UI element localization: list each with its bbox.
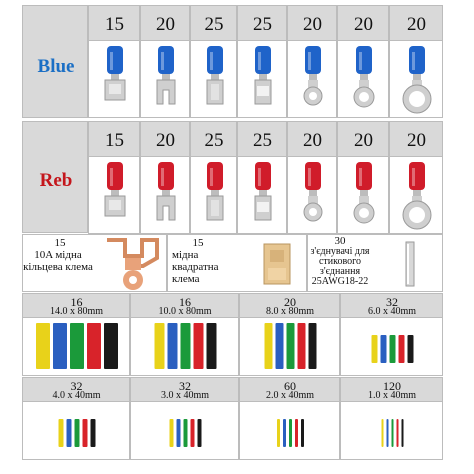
blue-count-header — [140, 5, 190, 41]
tubes_top-cell-1 — [130, 293, 239, 376]
red-terminal-image-3 — [243, 160, 283, 232]
red-count-header — [190, 121, 237, 157]
tubes_top-size-2: 8.0 x 80mm — [265, 306, 315, 317]
tubes_top-size-0: 14.0 x 80mm — [49, 306, 104, 317]
tubes_top-header-2 — [239, 293, 340, 318]
red-count-0: 15 — [105, 130, 124, 151]
tubes_top-count-1: 16 — [179, 295, 191, 309]
red-terminal-cell-2 — [190, 121, 237, 234]
tubes_bottom-count-3: 120 — [383, 379, 401, 393]
red-terminal-image-5 — [344, 160, 384, 232]
blue-row-label: Blue — [37, 56, 75, 77]
blue-terminal-image-3 — [243, 44, 283, 116]
tubes_bottom-cell-0 — [22, 377, 130, 460]
tubes_bottom-size-2: 2.0 x 40mm — [265, 390, 315, 401]
tubes_bottom-header-0 — [22, 377, 130, 402]
blue-count-header — [88, 5, 140, 41]
tubes_bottom-header-2 — [239, 377, 340, 402]
blue-terminal-cell-5 — [337, 5, 389, 118]
square-terminal-image — [246, 236, 306, 292]
red-count-1: 20 — [156, 130, 175, 151]
red-count-header — [140, 121, 190, 157]
blue-count-header — [237, 5, 287, 41]
tubes_bottom-count-1: 32 — [179, 379, 191, 393]
red-count-3: 25 — [253, 130, 272, 151]
copper-ring-terminal-image — [97, 236, 167, 292]
butt-connector-count: 30 — [334, 235, 346, 247]
blue-terminal-cell-3 — [237, 5, 287, 118]
tubes_top-header-0 — [22, 293, 130, 318]
butt-connector-cell — [307, 234, 443, 292]
tubes_bottom-tubes-image-0 — [23, 403, 130, 459]
tubes_bottom-header-3 — [340, 377, 443, 402]
blue-terminal-image-1 — [146, 44, 186, 116]
tubes_top-cell-2 — [239, 293, 340, 376]
red-count-6: 20 — [407, 130, 426, 151]
red-count-5: 20 — [354, 130, 373, 151]
blue-terminal-image-6 — [397, 44, 437, 116]
tubes_top-cell-3 — [340, 293, 443, 376]
red-count-2: 25 — [204, 130, 224, 151]
tubes_top-tubes-image-3 — [341, 319, 443, 375]
blue-count-2: 25 — [204, 14, 224, 35]
blue-count-6: 20 — [407, 14, 426, 35]
red-count-header — [88, 121, 140, 157]
tubes_top-count-0: 16 — [70, 295, 83, 309]
blue-count-3: 25 — [253, 14, 272, 35]
tubes_top-tubes-image-2 — [240, 319, 340, 375]
tubes_bottom-cell-1 — [130, 377, 239, 460]
blue-terminal-cell-4 — [287, 5, 337, 118]
tubes_top-tubes-image-1 — [131, 319, 239, 375]
red-count-4: 20 — [303, 130, 322, 151]
blue-count-0: 15 — [105, 14, 124, 35]
red-terminal-image-6 — [397, 160, 437, 232]
square-terminal-cell — [167, 234, 307, 292]
blue-count-4: 20 — [303, 14, 322, 35]
blue-terminal-cell-0 — [88, 5, 140, 118]
red-terminal-cell-6 — [389, 121, 443, 234]
tubes_bottom-cell-3 — [340, 377, 443, 460]
tubes_bottom-size-0: 4.0 x 40mm — [52, 390, 101, 401]
tubes_bottom-tubes-image-2 — [240, 403, 340, 459]
square-terminal-desc: мідна квадратна клема — [172, 249, 219, 285]
tubes_bottom-count-0: 32 — [70, 379, 83, 393]
red-terminal-cell-0 — [88, 121, 140, 234]
tubes_top-header-1 — [130, 293, 239, 318]
tubes_bottom-tubes-image-3 — [341, 403, 443, 459]
red-row-label: Reb — [39, 170, 73, 191]
tubes_top-tubes-image-0 — [23, 319, 130, 375]
ring-terminal-count: 15 — [54, 237, 66, 249]
red-terminal-image-2 — [195, 160, 235, 232]
tubes_top-count-3: 32 — [386, 295, 398, 309]
red-count-header — [337, 121, 389, 157]
tubes_top-size-3: 6.0 x 40mm — [367, 306, 417, 317]
tubes_bottom-header-1 — [130, 377, 239, 402]
tubes_bottom-size-3: 1.0 x 40mm — [367, 390, 417, 401]
red-terminal-image-0 — [95, 160, 135, 232]
tubes_bottom-size-1: 3.0 x 40mm — [160, 390, 210, 401]
tubes_bottom-count-2: 60 — [284, 379, 296, 393]
ring-terminal-desc: 10A мідна кільцева клема — [23, 249, 93, 273]
butt-connector-image — [380, 236, 440, 292]
butt-connector-desc: з'єднувачі для стикового з'єднання 25AWG18-22 — [310, 246, 370, 287]
tubes_top-count-2: 20 — [284, 295, 296, 309]
red-count-header — [389, 121, 443, 157]
blue-count-header — [190, 5, 237, 41]
red-terminal-cell-3 — [237, 121, 287, 234]
ring-terminal-cell — [22, 234, 167, 292]
blue-row-label-cell — [22, 5, 88, 118]
red-terminal-cell-1 — [140, 121, 190, 234]
blue-terminal-image-0 — [95, 44, 135, 116]
blue-count-header — [287, 5, 337, 41]
red-terminal-image-1 — [146, 160, 186, 232]
tubes_top-header-3 — [340, 293, 443, 318]
red-row-label-cell — [22, 121, 88, 233]
blue-count-header — [337, 5, 389, 41]
blue-terminal-image-4 — [293, 44, 333, 116]
red-terminal-cell-4 — [287, 121, 337, 234]
tubes_bottom-cell-2 — [239, 377, 340, 460]
red-count-header — [287, 121, 337, 157]
tubes_top-size-1: 10.0 x 80mm — [158, 306, 212, 317]
blue-terminal-image-2 — [195, 44, 235, 116]
red-terminal-image-4 — [293, 160, 333, 232]
blue-terminal-cell-1 — [140, 5, 190, 118]
red-terminal-cell-5 — [337, 121, 389, 234]
blue-terminal-cell-6 — [389, 5, 443, 118]
tubes_top-cell-0 — [22, 293, 130, 376]
tubes_bottom-tubes-image-1 — [131, 403, 239, 459]
blue-count-5: 20 — [354, 14, 373, 35]
blue-terminal-image-5 — [344, 44, 384, 116]
blue-terminal-cell-2 — [190, 5, 237, 118]
blue-count-header — [389, 5, 443, 41]
square-terminal-count: 15 — [192, 237, 204, 249]
blue-count-1: 20 — [156, 14, 175, 35]
red-count-header — [237, 121, 287, 157]
